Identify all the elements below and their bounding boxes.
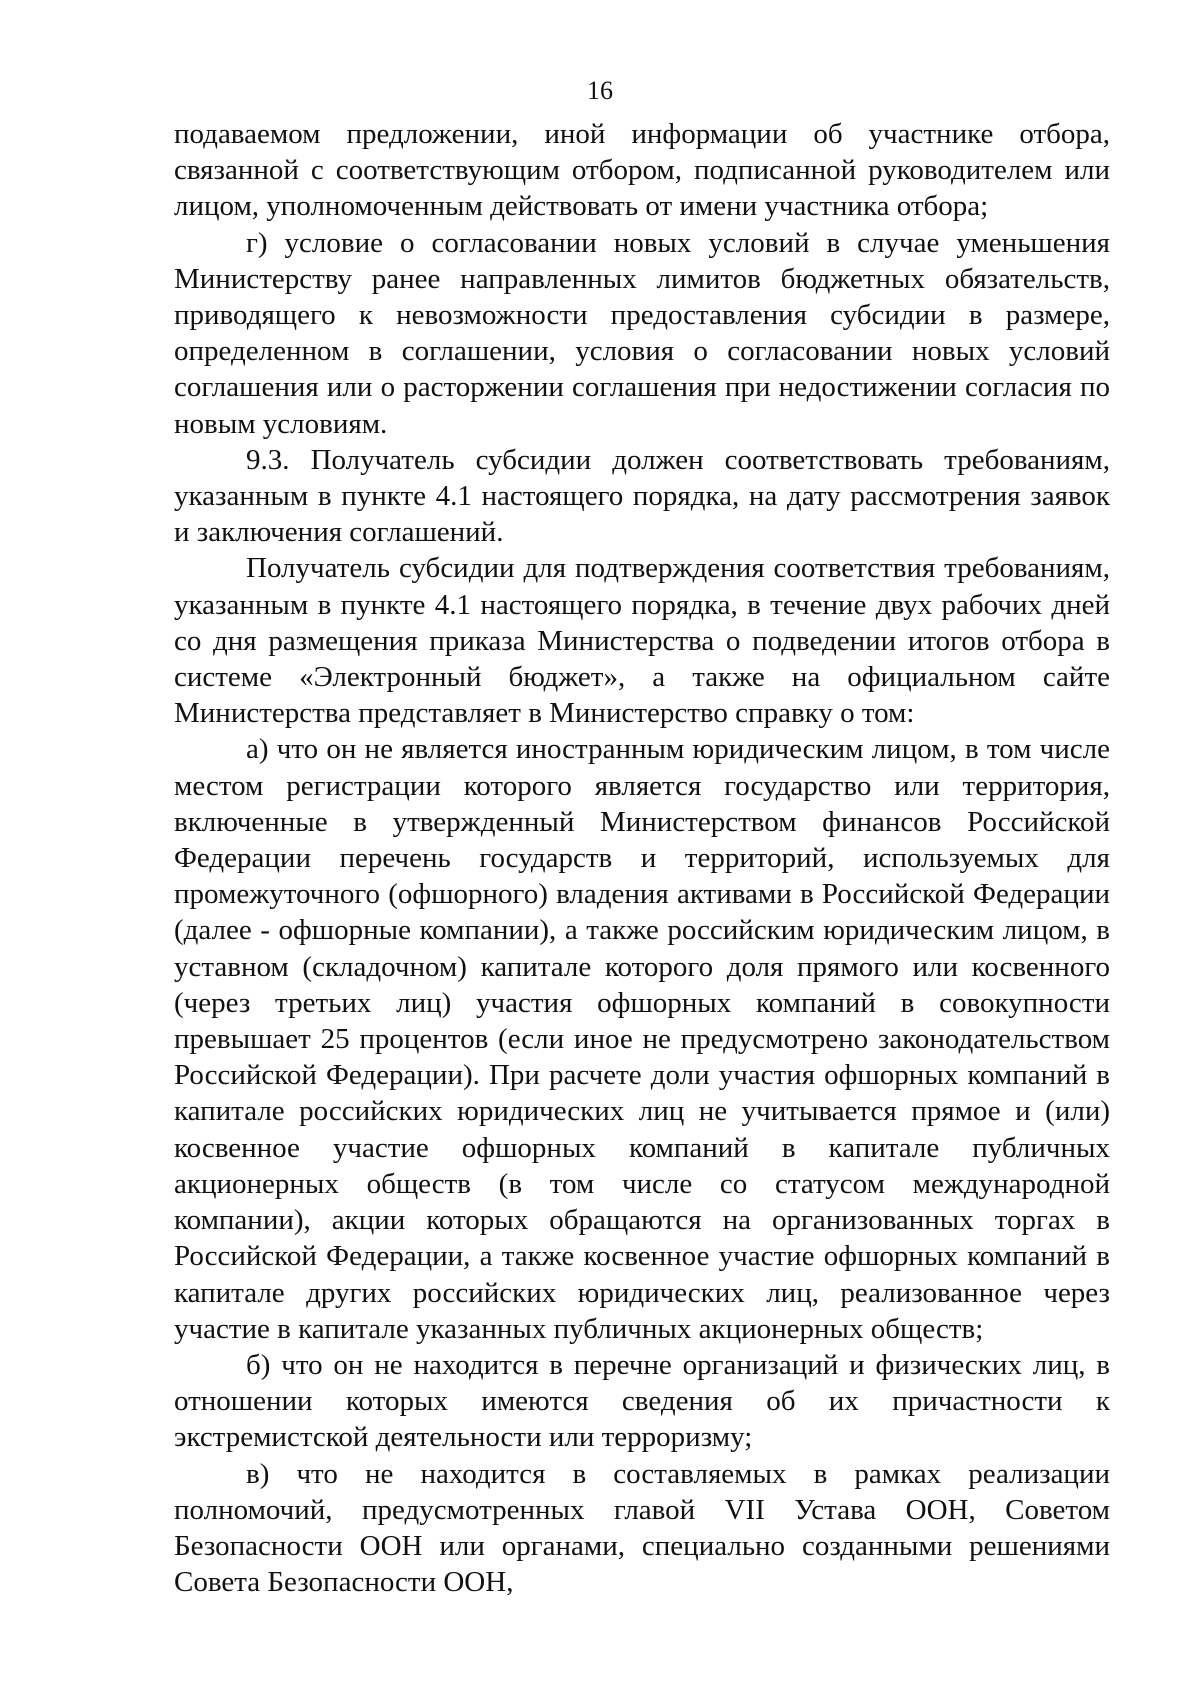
paragraph-9-3: 9.3. Получатель субсидии должен соответствовать требованиям, указанным в пункте 4.1 настоящего порядка, на дату рассмотрения заявок и заключения соглашений. (174, 443, 1110, 549)
paragraph-item-b: б) что он не находится в перечне организаций и физических лиц, в отношении которых имеются сведения об их причастности к экстремистской деятельности или терроризму; (174, 1348, 1110, 1454)
paragraph-recipient-certificate: Получатель субсидии для подтверждения соответствия требованиям, указанным в пункте 4.1 настоящего порядка, в течение двух рабочих дней со дня размещения приказа Министерства о подведении итогов отбора в системе «Электронный бюджет», а также на официальном сайте Министерства представляет в Министерство справку о том: (174, 552, 1110, 730)
paragraph-continuation: подаваемом предложении, иной информации об участнике отбора, связанной с соответствующим отбором, подписанной руководителем или лицом, уполномоченным действовать от имени участника отбора; (174, 118, 1110, 223)
document-body (174, 116, 1110, 1600)
paragraph-item-a: а) что он не является иностранным юридическим лицом, в том числе местом регистрации которого является государство или территория, включенные в утвержденный Министерством финансов Российской Федерации перечень государств и территорий, используемых для промежуточного (офшорного) владения активами в Российской Федерации (далее - офшорные компании), а также российским юридическим лицом, в уставном (складочном) капитале которого доля прямого или косвенного (через третьих лиц) участия офшорных компаний в совокупности превышает 25 процентов (если иное не предусмотрено законодательством Российской Федерации). При расчете доли участия офшорных компаний в капитале российских юридических лиц не учитывается прямое и (или) косвенное участие офшорных компаний в капитале публичных акционерных обществ (в том числе со статусом международной компании), акции которых обращаются на организованных торгах в Российской Федерации, а также косвенное участие офшорных компаний в капитале других российских юридических лиц, реализованное через участие в капитале указанных публичных акционерных обществ; (174, 733, 1110, 1345)
page-number: 16 (587, 76, 613, 105)
paragraph-item-v: в) что не находится в составляемых в рамках реализации полномочий, предусмотренных главой VII Устава ООН, Советом Безопасности ООН или органами, специально созданными решениями Совета Безопасности ООН, (174, 1457, 1110, 1599)
paragraph-item-g: г) условие о согласовании новых условий в случае уменьшения Министерству ранее направленных лимитов бюджетных обязательств, приводящего к невозможности предоставления субсидии в размере, определенном в соглашении, условия о согласовании новых условий соглашения или о расторжении соглашения при недостижении согласия по новым условиям. (174, 226, 1110, 440)
